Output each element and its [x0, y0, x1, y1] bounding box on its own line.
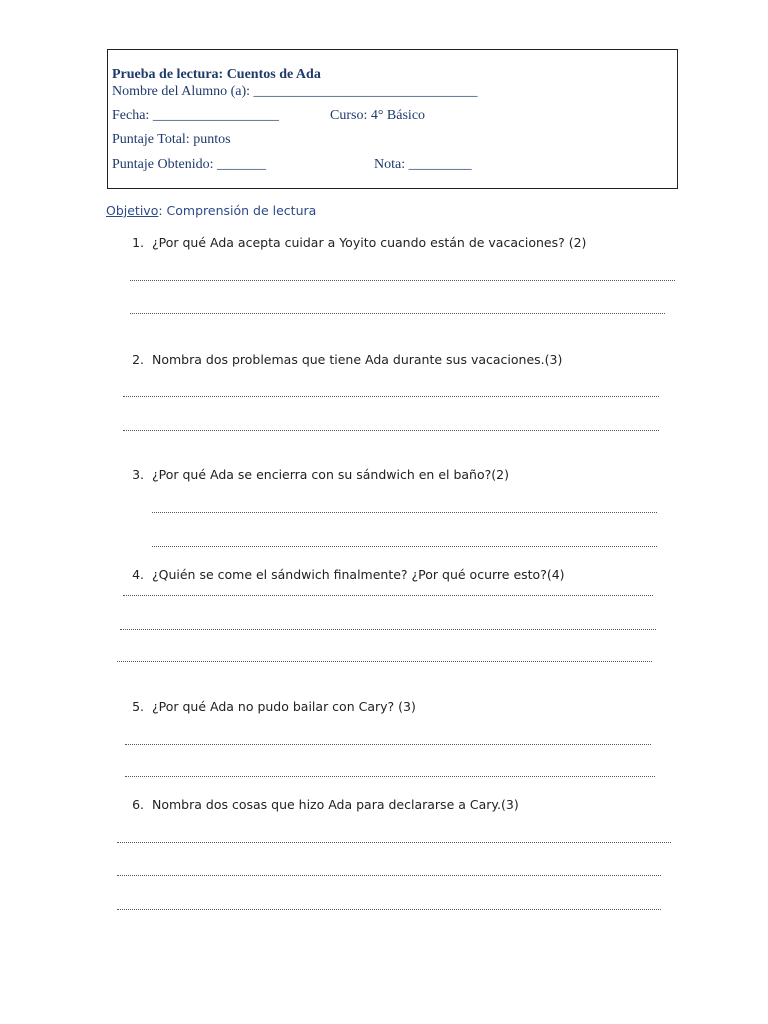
question-1: [120, 235, 586, 250]
question-number: 5.: [132, 699, 144, 714]
total-score-field: Puntaje Total: puntos: [112, 132, 231, 147]
question-text: ¿Por qué Ada no pudo bailar con Cary? (3): [152, 699, 416, 714]
objective-text: : Comprensión de lectura: [158, 203, 317, 218]
question-number: 2.: [132, 352, 144, 367]
question-number: 1.: [132, 235, 144, 250]
test-title: Prueba de lectura: Cuentos de Ada: [112, 67, 321, 82]
objective-label: Objetivo: [106, 203, 159, 218]
answer-line: [117, 909, 661, 910]
answer-line: [117, 661, 652, 662]
question-text: ¿Por qué Ada acepta cuidar a Yoyito cuando están de vacaciones? (2): [152, 235, 587, 250]
question-text: ¿Por qué Ada se encierra con su sándwich en el baño?(2): [152, 467, 509, 482]
answer-line: [125, 744, 651, 745]
answer-line: [117, 875, 661, 876]
student-name-field: Nombre del Alumno (a): ________________________________: [112, 84, 478, 99]
obtained-score-field: Puntaje Obtenido: _______: [112, 157, 266, 172]
answer-line: [123, 595, 653, 596]
question-text: Nombra dos problemas que tiene Ada durante sus vacaciones.(3): [152, 352, 563, 367]
question-text: ¿Quién se come el sándwich finalmente? ¿Por qué ocurre esto?(4): [152, 567, 565, 582]
question-text: Nombra dos cosas que hizo Ada para declararse a Cary.(3): [152, 797, 519, 812]
question-2: [120, 352, 562, 367]
grade-field: Nota: _________: [374, 157, 472, 172]
objective-line: [106, 203, 316, 218]
answer-line: [152, 512, 657, 513]
question-number: 4.: [132, 567, 144, 582]
answer-line: [125, 776, 655, 777]
question-3: [120, 467, 509, 482]
student-info-box: [107, 49, 678, 189]
answer-line: [117, 842, 671, 843]
question-5: [120, 699, 416, 714]
question-6: [120, 797, 519, 812]
answer-line: [123, 396, 659, 397]
question-4: [120, 567, 565, 582]
question-number: 3.: [132, 467, 144, 482]
course-field: Curso: 4° Básico: [330, 108, 426, 123]
answer-line: [130, 280, 675, 281]
answer-line: [123, 430, 659, 431]
answer-line: [152, 546, 657, 547]
answer-line: [120, 629, 656, 630]
question-number: 6.: [132, 797, 144, 812]
date-field: Fecha: __________________: [112, 108, 279, 123]
answer-line: [130, 313, 665, 314]
